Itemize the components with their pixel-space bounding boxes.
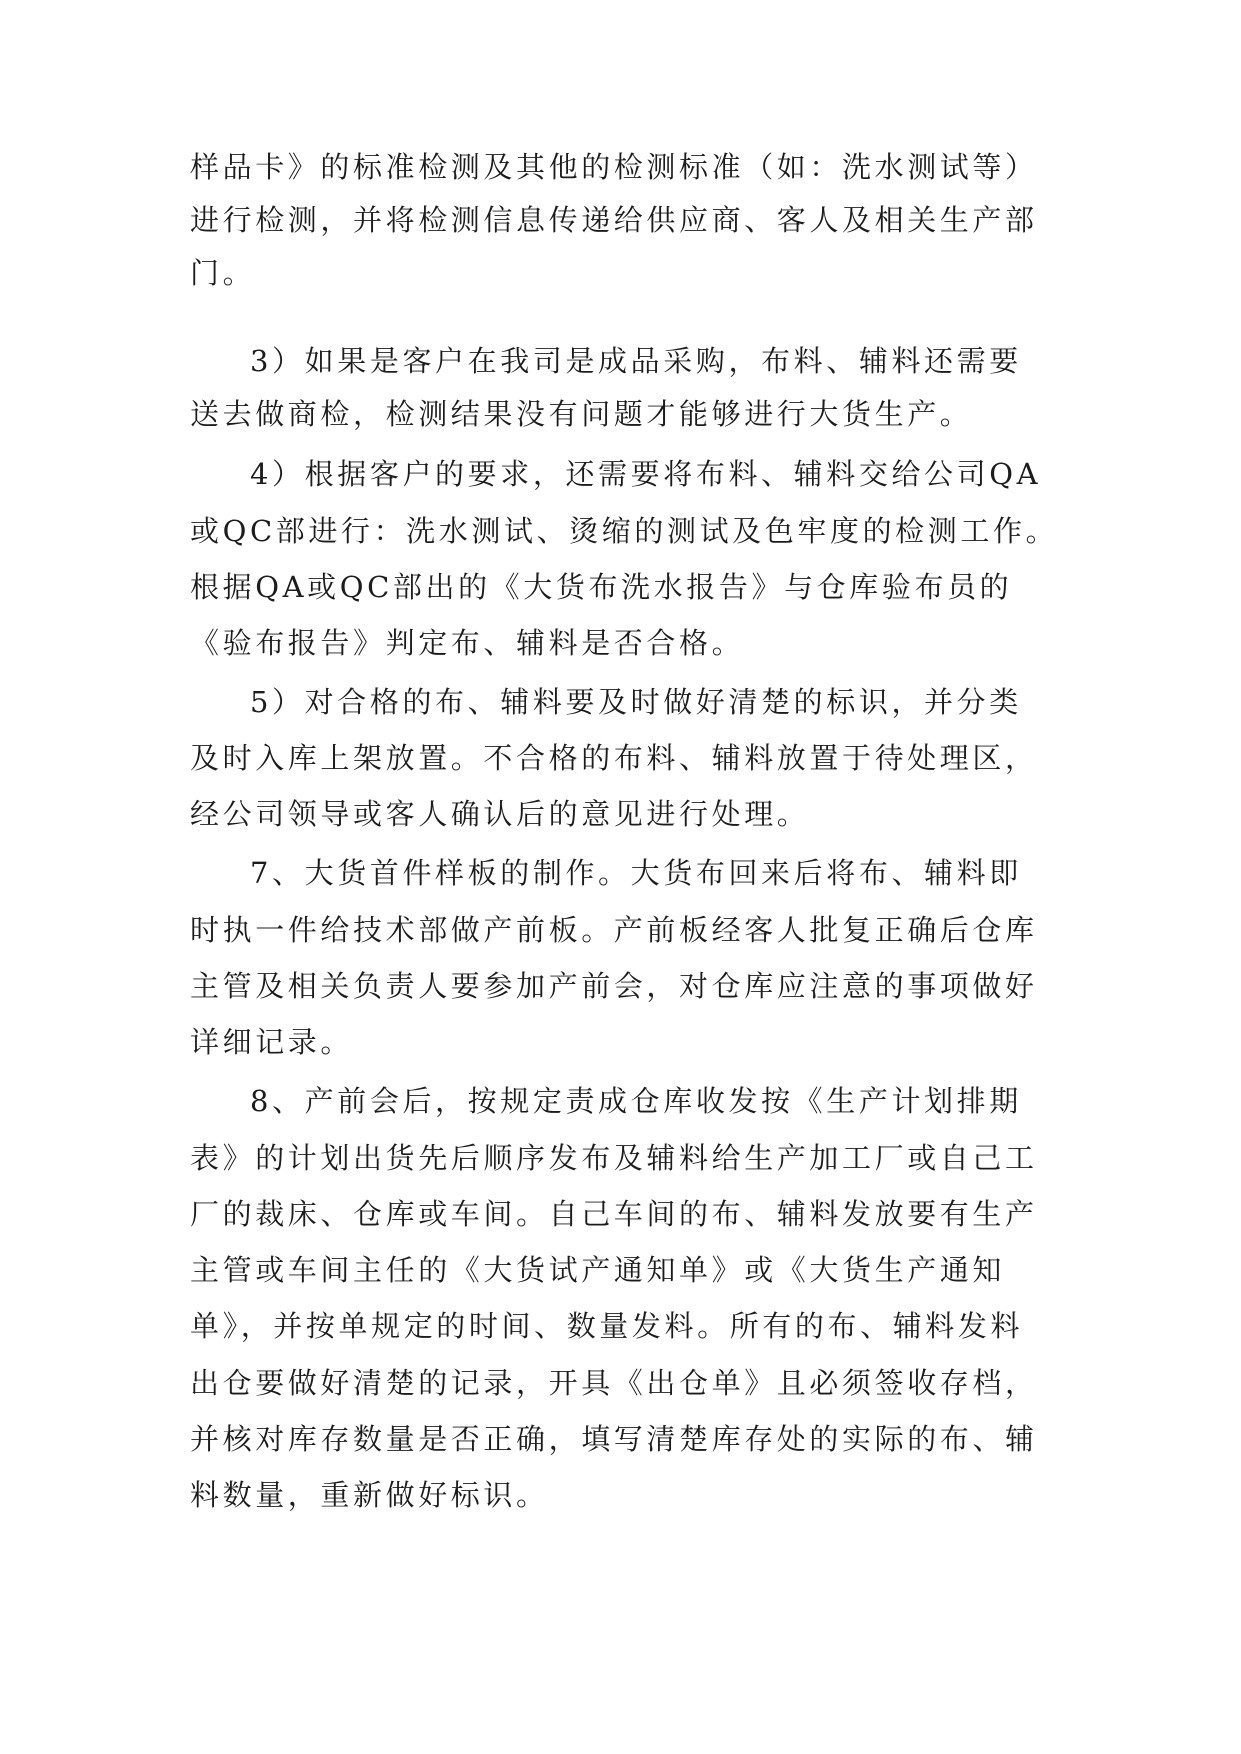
text-line: 时执一件给技术部做产前板。产前板经客人批复正确后仓库 [190, 913, 1038, 947]
text-line: 料数量，重新做好标识。 [190, 1478, 549, 1512]
text-line: 进行检测，并将检测信息传递给供应商、客人及相关生产部 [190, 203, 1038, 237]
text-line: 送去做商检，检测结果没有问题才能够进行大货生产。 [190, 397, 973, 431]
text-line: 及时入库上架放置。不合格的布料、辅料放置于待处理区， [190, 741, 1038, 775]
text-line: 主管及相关负责人要参加产前会，对仓库应注意的事项做好 [190, 969, 1038, 1003]
text-line: 厂的裁床、仓库或车间。自己车间的布、辅料发放要有生产 [190, 1197, 1038, 1231]
text-line: 经公司领导或客人确认后的意见进行处理。 [190, 797, 810, 831]
text-line: 3）如果是客户在我司是成品采购，布料、辅料还需要 [250, 344, 1022, 378]
text-line: 5）对合格的布、辅料要及时做好清楚的标识，并分类 [250, 685, 1022, 719]
text-line: 4）根据客户的要求，还需要将布料、辅料交给公司QA [250, 457, 1042, 491]
text-line: 或QC部进行：洗水测试、烫缩的测试及色牢度的检测工作。 [190, 514, 1059, 548]
text-line: 根据QA或QC部出的《大货布洗水报告》与仓库验布员的 [190, 570, 1013, 604]
text-line: 主管或车间主任的《大货试产通知单》或《大货生产通知 [190, 1253, 1006, 1287]
text-line: 7、大货首件样板的制作。大货布回来后将布、辅料即 [250, 856, 1022, 890]
text-line: 8、产前会后，按规定责成仓库收发按《生产计划排期 [250, 1084, 1022, 1118]
text-line: 《验布报告》判定布、辅料是否合格。 [190, 626, 745, 660]
text-line: 单》，并按单规定的时间、数量发料。所有的布、辅料发料 [190, 1309, 1024, 1343]
text-line: 出仓要做好清楚的记录，开具《出仓单》且必须签收存档， [190, 1366, 1038, 1400]
text-line: 样品卡》的标准检测及其他的检测标准（如：洗水测试等） [190, 150, 1038, 184]
text-line: 并核对库存数量是否正确，填写清楚库存处的实际的布、辅 [190, 1422, 1038, 1456]
text-line: 门。 [190, 256, 256, 290]
text-line: 详细记录。 [190, 1025, 354, 1059]
text-line: 表》的计划出货先后顺序发布及辅料给生产加工厂或自己工 [190, 1141, 1038, 1175]
